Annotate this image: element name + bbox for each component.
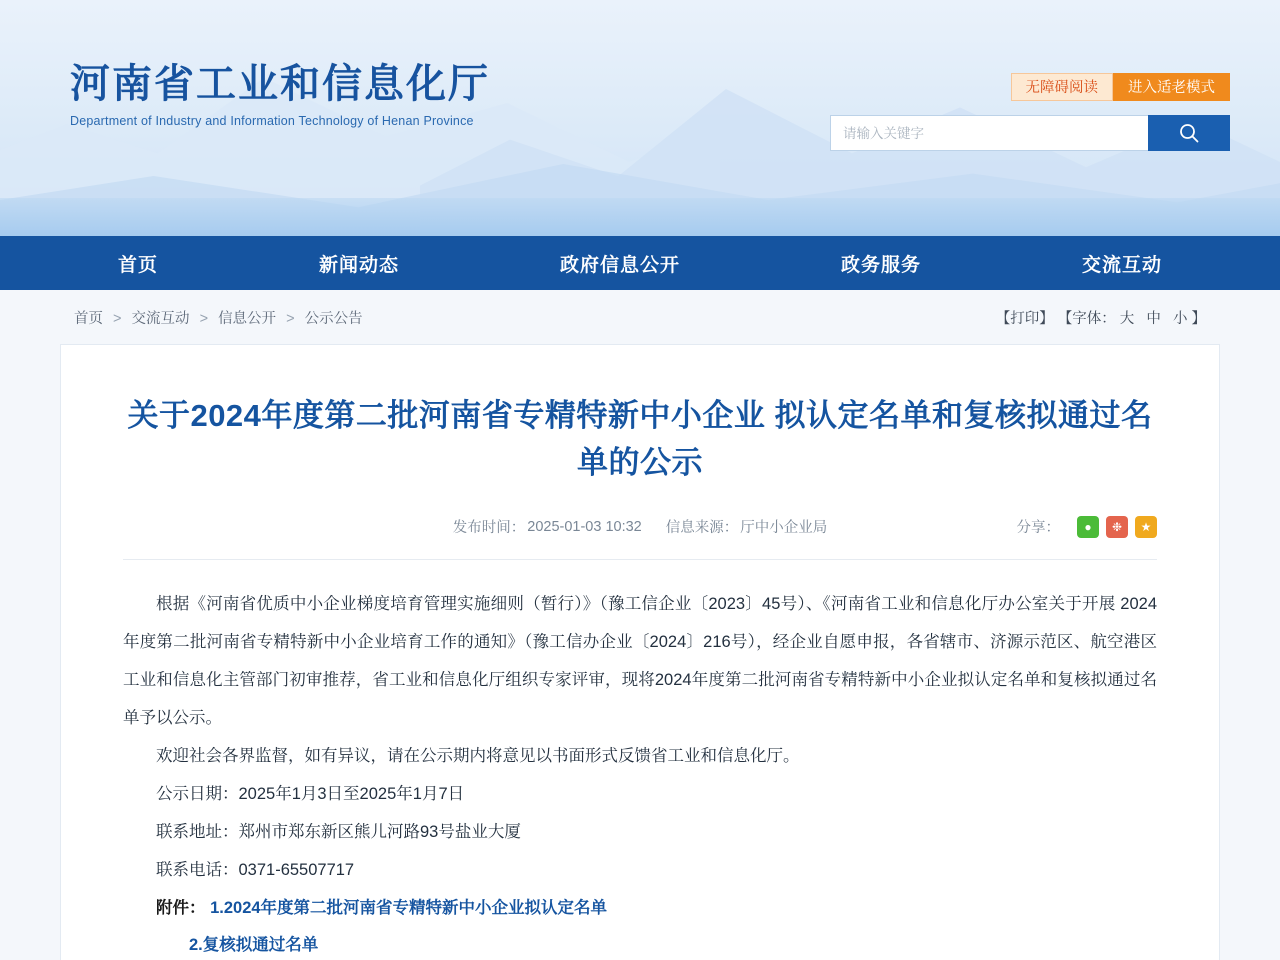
accessibility-button-group xyxy=(1011,73,1231,101)
meta-divider xyxy=(123,559,1157,560)
source-value: 厅中小企业局 xyxy=(740,520,828,536)
site-logo-english: Department of Industry and Information Technology of Henan Province xyxy=(70,114,474,128)
font-size-large-button[interactable]: 大 xyxy=(1119,310,1135,327)
main-navigation xyxy=(0,236,1280,290)
font-size-close-bracket: 】 xyxy=(1191,310,1206,327)
attachment-label: 附件： xyxy=(156,898,206,917)
article-body xyxy=(123,586,1157,960)
font-size-medium-button[interactable]: 中 xyxy=(1146,310,1161,327)
breadcrumb-item-announcements[interactable]: 公示公告 xyxy=(304,310,363,327)
article-paragraph: 公示日期：2025年1月3日至2025年1月7日 xyxy=(156,784,465,803)
page-title: 关于2024年度第二批河南省专精特新中小企业 拟认定名单和复核拟通过名单的公示 xyxy=(127,398,1153,480)
article-meta xyxy=(123,516,1157,537)
search-icon xyxy=(1177,121,1201,145)
attachment-row xyxy=(123,890,1157,928)
breadcrumb-bar xyxy=(60,290,1220,344)
breadcrumb-item-info-disclosure[interactable]: 信息公开 xyxy=(218,310,277,327)
page-body xyxy=(0,290,1280,960)
breadcrumb-separator: > xyxy=(113,310,122,327)
search-input[interactable] xyxy=(830,115,1148,151)
publish-time-label: 发布时间： xyxy=(452,520,526,536)
site-logo[interactable] xyxy=(70,62,490,128)
nav-item-services[interactable]: 政务服务 xyxy=(840,254,921,276)
print-button[interactable]: 【打印】 xyxy=(995,310,1054,327)
breadcrumb-separator: > xyxy=(199,310,209,327)
page-tools xyxy=(996,307,1206,328)
nav-item-home[interactable]: 首页 xyxy=(118,254,159,276)
article-card xyxy=(60,344,1220,960)
accessibility-reading-button[interactable]: 无障碍阅读 xyxy=(1011,73,1114,101)
elder-mode-button[interactable]: 进入适老模式 xyxy=(1113,73,1230,101)
nav-item-news[interactable]: 新闻动态 xyxy=(318,254,399,276)
article-paragraph: 联系地址：郑州市郑东新区熊儿河路93号盐业大厦 xyxy=(156,822,521,841)
source-label: 信息来源： xyxy=(665,520,739,536)
site-search xyxy=(830,115,1230,151)
breadcrumb-item-home[interactable]: 首页 xyxy=(74,310,103,327)
font-size-label: 【字体： xyxy=(1057,310,1116,327)
weibo-icon[interactable]: ❉ xyxy=(1106,516,1128,538)
attachment-link-1[interactable]: 1.2024年度第二批河南省专精特新中小企业拟认定名单 xyxy=(210,898,608,917)
share-group xyxy=(1017,516,1158,538)
attachment-row xyxy=(123,927,1157,960)
nav-item-interaction[interactable]: 交流互动 xyxy=(1081,254,1162,276)
article-paragraph: 根据《河南省优质中小企业梯度培育管理实施细则（暂行）》（豫工信企业〔2023〕45号）、《河南省工业和信息化厅办公室关于开展 2024年度第二批河南省专精特新中小企业培育工作的通知》（豫工信办企业〔2024〕216号），经企业自愿申报，各省辖市、济源示范区、航空港区工业和信息化主管部门初审推荐，省工业和信息化厅组织专家评审，现将2024年度第二批河南省专精特新中小企业拟认定名单和复核拟通过名单予以公示。 xyxy=(123,595,1157,727)
breadcrumb xyxy=(74,307,363,328)
wechat-icon[interactable]: ● xyxy=(1077,516,1099,538)
publish-time-value: 2025-01-03 10:32 xyxy=(527,518,642,535)
breadcrumb-separator: > xyxy=(286,310,295,327)
site-header xyxy=(0,0,1280,236)
breadcrumb-item-interaction[interactable]: 交流互动 xyxy=(131,310,190,327)
font-size-small-button[interactable]: 小 xyxy=(1172,310,1188,327)
favorite-icon[interactable]: ★ xyxy=(1135,516,1157,538)
nav-item-gov-info[interactable]: 政府信息公开 xyxy=(559,254,680,276)
site-logo-chinese: 河南省工业和信息化厅 xyxy=(70,62,490,106)
article-paragraph: 欢迎社会各界监督，如有异议，请在公示期内将意见以书面形式反馈省工业和信息化厅。 xyxy=(156,746,800,765)
attachment-link-2[interactable]: 2.复核拟通过名单 xyxy=(189,936,319,955)
share-label: 分享： xyxy=(1016,520,1060,536)
article-paragraph: 联系电话：0371-65507717 xyxy=(156,860,355,879)
search-button[interactable] xyxy=(1148,115,1230,151)
